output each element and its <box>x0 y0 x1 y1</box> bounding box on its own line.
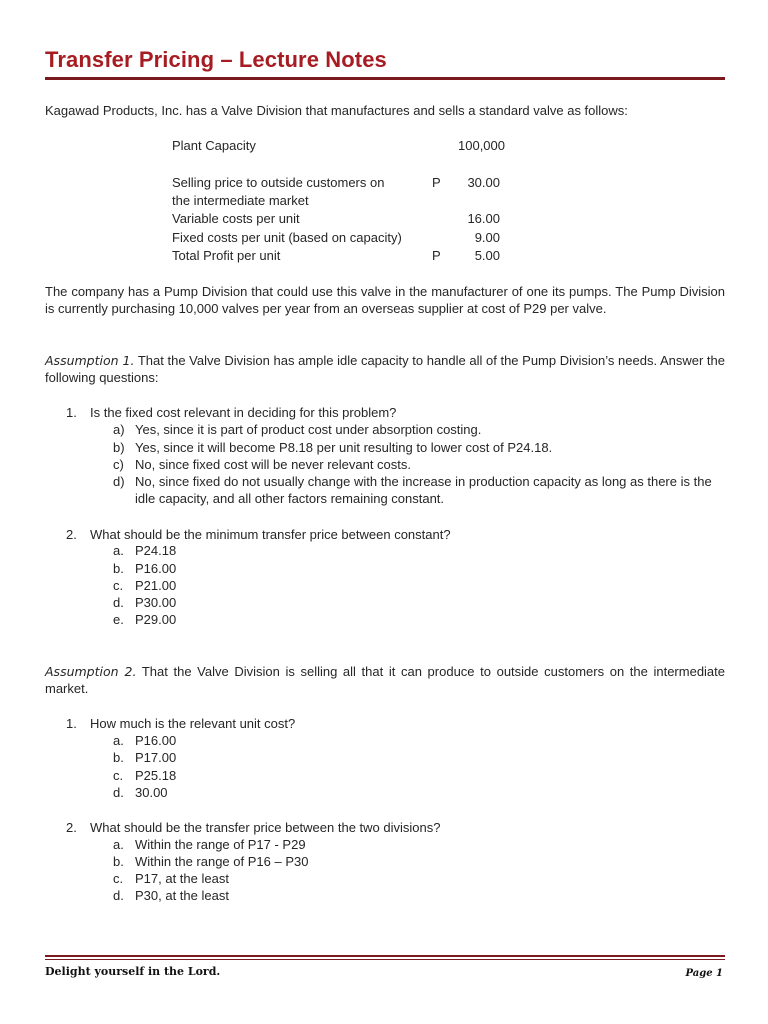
question-item <box>66 715 726 732</box>
question-number: 1. <box>66 405 77 420</box>
table-row-value: 9.00 <box>474 230 500 245</box>
option-marker: c) <box>113 457 124 472</box>
table-row-value: 30.00 <box>467 175 500 190</box>
option-text: Yes, since it is part of product cost under absorption costing. <box>135 422 482 437</box>
option-marker: c. <box>113 768 124 783</box>
table-row-label-cont: the intermediate market <box>172 193 309 208</box>
table-row-value: 100,000 <box>458 138 505 153</box>
page-title: Transfer Pricing – Lecture Notes <box>45 47 387 72</box>
question-item <box>66 404 726 421</box>
assumption-2-label: Assumption 2. <box>45 664 137 679</box>
assumption-2-heading <box>45 663 725 697</box>
option-text: 30.00 <box>135 785 168 800</box>
option-text: Within the range of P17 - P29 <box>135 837 306 852</box>
option-text: P17, at the least <box>135 871 229 886</box>
option-text: P30.00 <box>135 595 177 610</box>
option-text: Yes, since it will become P8.18 per unit resulting to lower cost of P24.18. <box>135 440 553 455</box>
option-marker: c. <box>113 871 124 886</box>
question-number: 2. <box>66 527 77 542</box>
table-row-label: Selling price to outside customers on <box>172 175 385 190</box>
question-number: 2. <box>66 820 77 835</box>
table-row-label: Variable costs per unit <box>172 211 300 226</box>
option-marker: a. <box>113 733 124 748</box>
option-marker: a. <box>113 837 124 852</box>
option-text: No, since fixed do not usually change with the increase in production capacity as long as there is the idle capacity, and all other factors remaining constant. <box>135 474 712 506</box>
footer-motto: Delight yourself in the Lord. <box>45 965 221 978</box>
assumption-2-text: That the Valve Division is selling all that it can produce to outside customers on the intermediate market. <box>45 664 726 696</box>
option-marker: b. <box>113 854 124 869</box>
option-marker: a. <box>113 543 124 558</box>
option-text: Within the range of P16 – P30 <box>135 854 309 869</box>
option-marker: d. <box>113 888 124 903</box>
table-row-currency: P <box>432 175 441 190</box>
question-item <box>66 819 726 836</box>
table-row-currency: P <box>432 248 441 263</box>
question-text: Is the fixed cost relevant in deciding for this problem? <box>90 405 397 420</box>
option-marker: d. <box>113 785 124 800</box>
option-text: P16.00 <box>135 561 177 576</box>
option-marker: b. <box>113 561 124 576</box>
question-text: What should be the minimum transfer price between constant? <box>90 527 451 542</box>
option-marker: c. <box>113 578 124 593</box>
option-marker: b) <box>113 440 125 455</box>
table-row-label: Fixed costs per unit (based on capacity) <box>172 230 402 245</box>
option-marker: d. <box>113 595 124 610</box>
page-number: Page 1 <box>685 968 723 979</box>
option-text: P30, at the least <box>135 888 229 903</box>
table-row-label: Total Profit per unit <box>172 248 281 263</box>
option-text: P21.00 <box>135 578 177 593</box>
option-text: P29.00 <box>135 612 177 627</box>
assumption-1-text: That the Valve Division has ample idle capacity to handle all of the Pump Division’s needs. Answer the following questions: <box>45 353 725 385</box>
table-row-value: 5.00 <box>474 248 500 263</box>
option-marker: a) <box>113 422 125 437</box>
table-row-label: Plant Capacity <box>172 138 256 153</box>
option-marker: e. <box>113 612 124 627</box>
question-text: How much is the relevant unit cost? <box>90 716 296 731</box>
question-number: 1. <box>66 716 77 731</box>
option-marker: d) <box>113 474 125 489</box>
option-text: No, since fixed cost will be never relevant costs. <box>135 457 412 472</box>
footer-divider-thin <box>45 959 725 960</box>
option-text: P25.18 <box>135 768 177 783</box>
option-marker: b. <box>113 750 124 765</box>
option-text: P24.18 <box>135 543 177 558</box>
question-text: What should be the transfer price between the two divisions? <box>90 820 441 835</box>
option-text: P17.00 <box>135 750 177 765</box>
pump-division-paragraph: The company has a Pump Division that could use this valve in the manufacturer of one its pumps. The Pump Division is currently purchasing 10,000 valves per year from an overseas supplier at cost of P29 per valve. <box>45 284 725 316</box>
question-item <box>66 526 726 543</box>
intro-text: Kagawad Products, Inc. has a Valve Division that manufactures and sells a standard valve as follows: <box>45 103 628 118</box>
assumption-1-label: Assumption 1. <box>45 353 135 368</box>
title-divider <box>45 77 725 80</box>
option-text: P16.00 <box>135 733 177 748</box>
footer-divider <box>45 955 725 957</box>
table-row-value: 16.00 <box>467 211 500 226</box>
assumption-1-heading <box>45 352 725 386</box>
